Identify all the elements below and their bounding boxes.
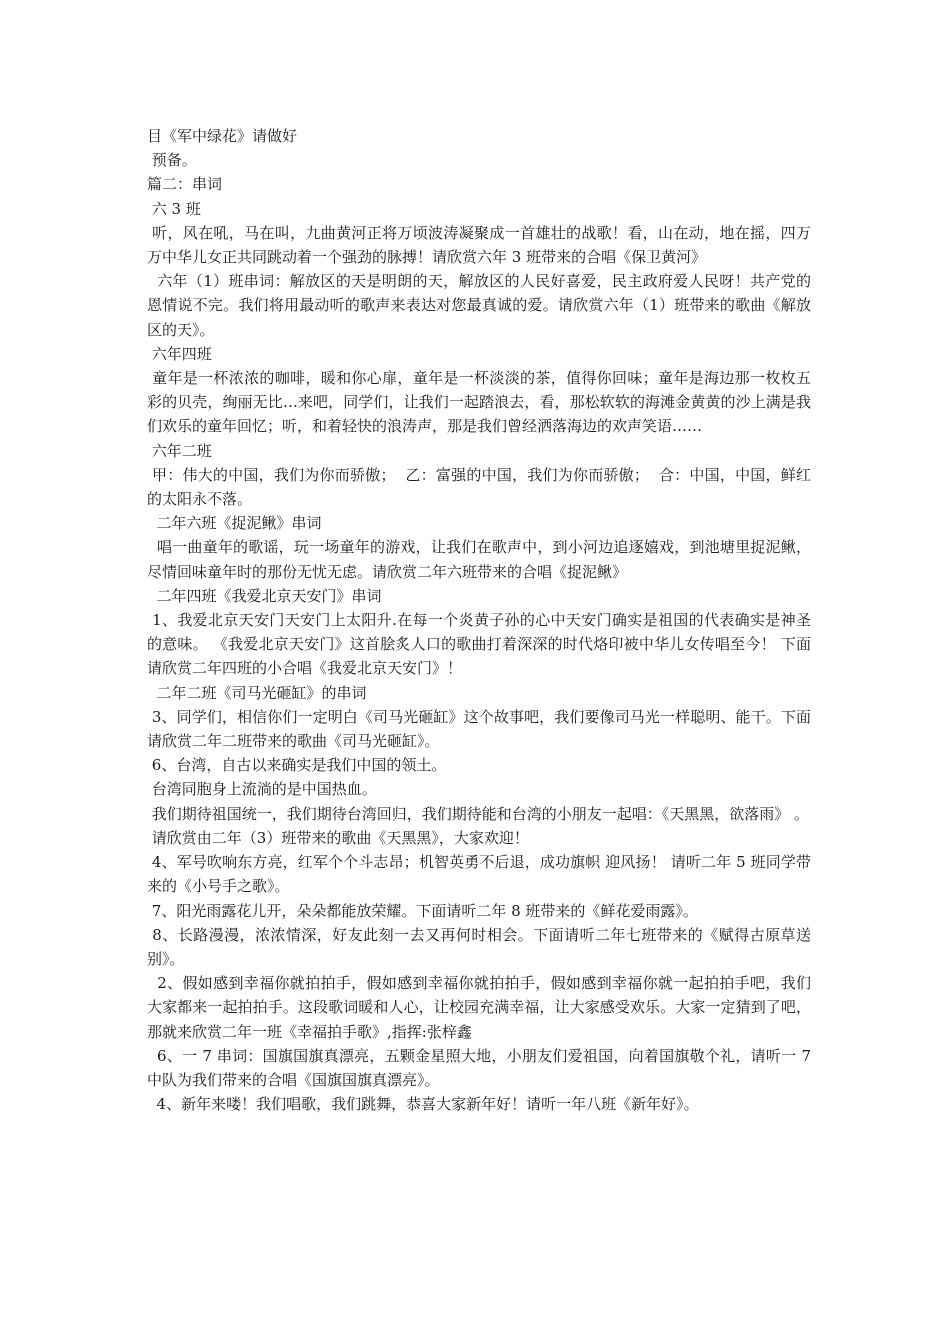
paragraph: 六年（1）班串词：解放区的天是明朗的天，解放区的人民好喜爱，民主政府爱人民呀！共产党的恩情说不完。我们将用最动听的歌声来表达对您最真诚的爱。请欣赏六年（1）班带来的歌曲《解放区的天》。 <box>147 272 811 339</box>
paragraph: 2、假如感到幸福你就拍拍手，假如感到幸福你就拍拍手，假如感到幸福你就一起拍拍手吧，我们大家都来一起拍拍手。这段歌词暖和人心，让校园充满幸福，让大家感受欢乐。大家一定猜到了吧，那就来欣赏二年一班《幸福拍手歌》,指挥:张梓鑫 <box>147 974 811 1041</box>
paragraph: 唱一曲童年的歌谣，玩一场童年的游戏，让我们在歌声中，到小河边追逐嬉戏，到池塘里捉泥鳅，尽情回味童年时的那份无忧无虑。请欣赏二年六班带来的合唱《捉泥鳅》 <box>147 538 811 581</box>
class-heading: 二年二班《司马光砸缸》的串词 <box>147 683 367 702</box>
paragraph: 7、阳光雨露花儿开，朵朵都能放荣耀。下面请听二年 8 班带来的《鲜花爱雨露》。 <box>147 901 698 920</box>
paragraph: 台湾同胞身上流淌的是中国热血。 <box>147 780 377 799</box>
paragraph: 童年是一杯浓浓的咖啡，暖和你心扉，童年是一杯淡淡的茶，值得你回味；童年是海边那一枚枚五彩的贝壳，绚丽无比…来吧，同学们，让我们一起踏浪去，看，那松软软的海滩金黄黄的沙上满是我们欢乐的童年回忆；听，和着轻快的浪涛声，那是我们曾经洒落海边的欢声笑语…… <box>147 369 811 436</box>
paragraph: 8、长路漫漫，浓浓情深，好友此刻一去又再何时相会。下面请听二年七班带来的《赋得古原草送别》。 <box>147 925 811 968</box>
paragraph: 请欣赏由二年（3）班带来的歌曲《天黑黑》，大家欢迎！ <box>147 828 529 847</box>
paragraph: 甲：伟大的中国，我们为你而骄傲； 乙：富强的中国，我们为你而骄傲； 合：中国，中国，鲜红的太阳永不落。 <box>147 465 811 509</box>
class-heading: 二年四班《我爱北京天安门》串词 <box>147 586 382 605</box>
document-body <box>147 124 816 1116</box>
class-heading: 二年六班《捉泥鳅》串词 <box>147 514 322 533</box>
class-heading: 六年二班 <box>147 441 212 460</box>
section-heading: 篇二：串词 <box>147 175 223 194</box>
paragraph: 预备。 <box>147 151 197 170</box>
paragraph: 我们期待祖国统一，我们期待台湾回归，我们期待能和台湾的小朋友一起唱：《天黑黑，欲落雨》 。 <box>147 804 810 823</box>
paragraph: 3、同学们，相信你们一定明白《司马光砸缸》这个故事吧，我们要像司马光一样聪明、能干。下面请欣赏二年二班带来的歌曲《司马光砸缸》。 <box>147 707 811 751</box>
paragraph: 6、台湾，自古以来确实是我们中国的领土。 <box>147 756 447 775</box>
paragraph: 6、一 7 串词：国旗国旗真漂亮，五颗金星照大地，小朋友们爱祖国，向着国旗敬个礼，请听一 7 中队为我们带来的合唱《国旗国旗真漂亮》。 <box>147 1046 816 1089</box>
paragraph: 4、军号吹响东方亮，红军个个斗志昂；机智英勇不后退，成功旗帜 迎风扬！ 请听二年 5 班同学带来的《小号手之歌》。 <box>147 853 811 896</box>
paragraph: 目《军中绿花》请做好 <box>147 127 298 145</box>
class-heading: 六年四班 <box>147 344 212 363</box>
paragraph: 1、我爱北京天安门天安门上太阳升.在每一个炎黄子孙的心中天安门确实是祖国的代表确实是神圣的意味。 《我爱北京天安门》这首脍炙人口的歌曲打着深深的时代烙印被中华儿女传唱至今！ 下面请欣赏二年四班的小合唱《我爱北京天安门》！ <box>147 611 811 678</box>
class-heading: 六 3 班 <box>147 199 201 218</box>
paragraph: 4、新年来喽！我们唱歌，我们跳舞，恭喜大家新年好！请听一年八班《新年好》。 <box>147 1095 699 1114</box>
paragraph: 听，风在吼，马在叫，九曲黄河正将万顷波涛凝聚成一首雄壮的战歌！看，山在动，地在摇，四万万中华儿女正共同跳动着一个强劲的脉搏！请欣赏六年 3 班带来的合唱《保卫黄河》 <box>147 223 811 267</box>
